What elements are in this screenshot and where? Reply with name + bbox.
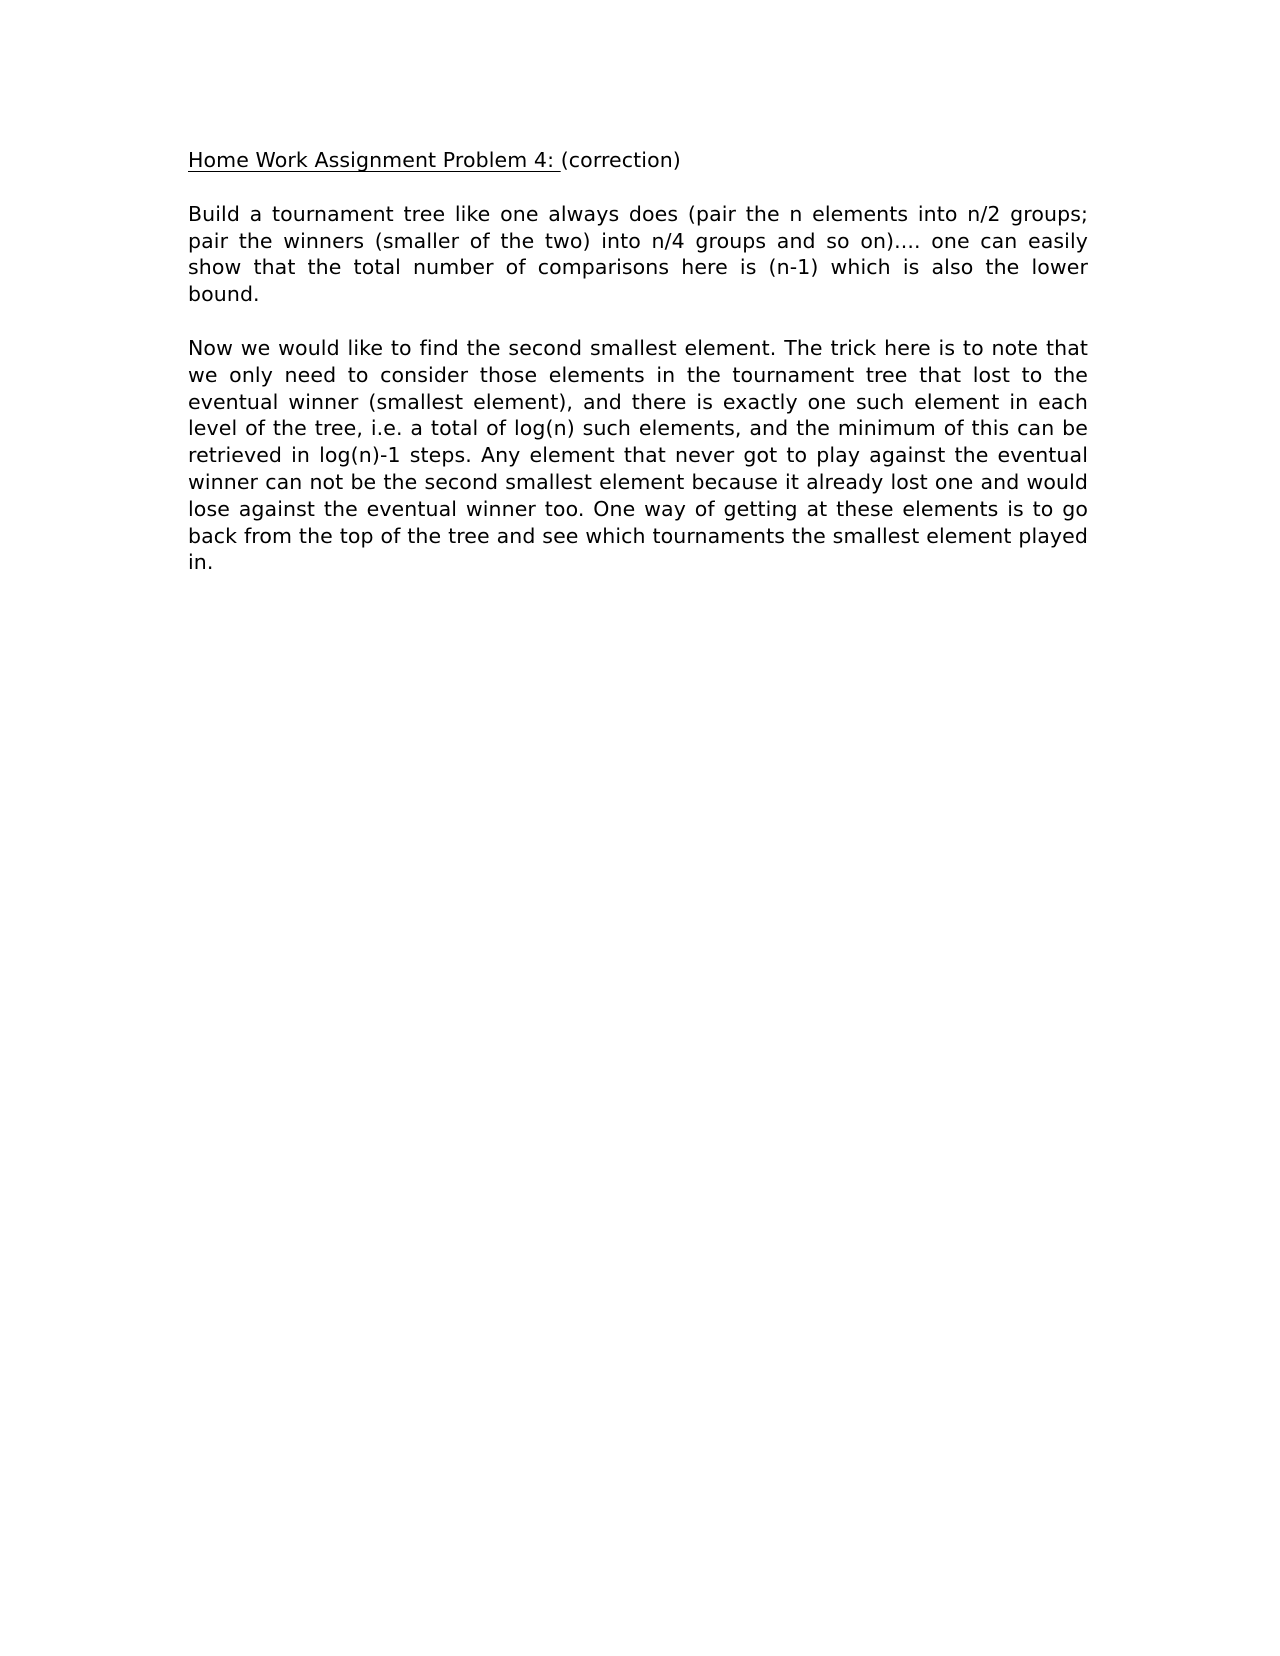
paragraph-second-smallest: Now we would like to find the second smallest element. The trick here is to note that we only need to consider those elements in the tournament tree that lost to the eventual winner (smallest element), and there is exactly one such element in each level of the tree, i.e. a total of log(n) such elements, and the minimum of this can be retrieved in log(n)-1 steps. Any element that never got to play against the eventual winner can not be the second smallest element because it already lost one and would lose against the eventual winner too. One way of getting at these elements is to go back from the top of the tree and see which tournaments the smallest element played in. bbox=[188, 335, 1088, 575]
paragraph-tournament-tree: Build a tournament tree like one always does (pair the n elements into n/2 groups; pair the winners (smaller of the two) into n/4 groups and so on).... one can easily show that the total number of comparisons here is (n-1) which is also the lower bound. bbox=[188, 201, 1088, 307]
document-heading bbox=[188, 147, 1088, 174]
heading-title: Home Work Assignment Problem 4: bbox=[188, 148, 561, 172]
document-body bbox=[188, 147, 1088, 603]
heading-suffix: (correction) bbox=[560, 148, 681, 172]
